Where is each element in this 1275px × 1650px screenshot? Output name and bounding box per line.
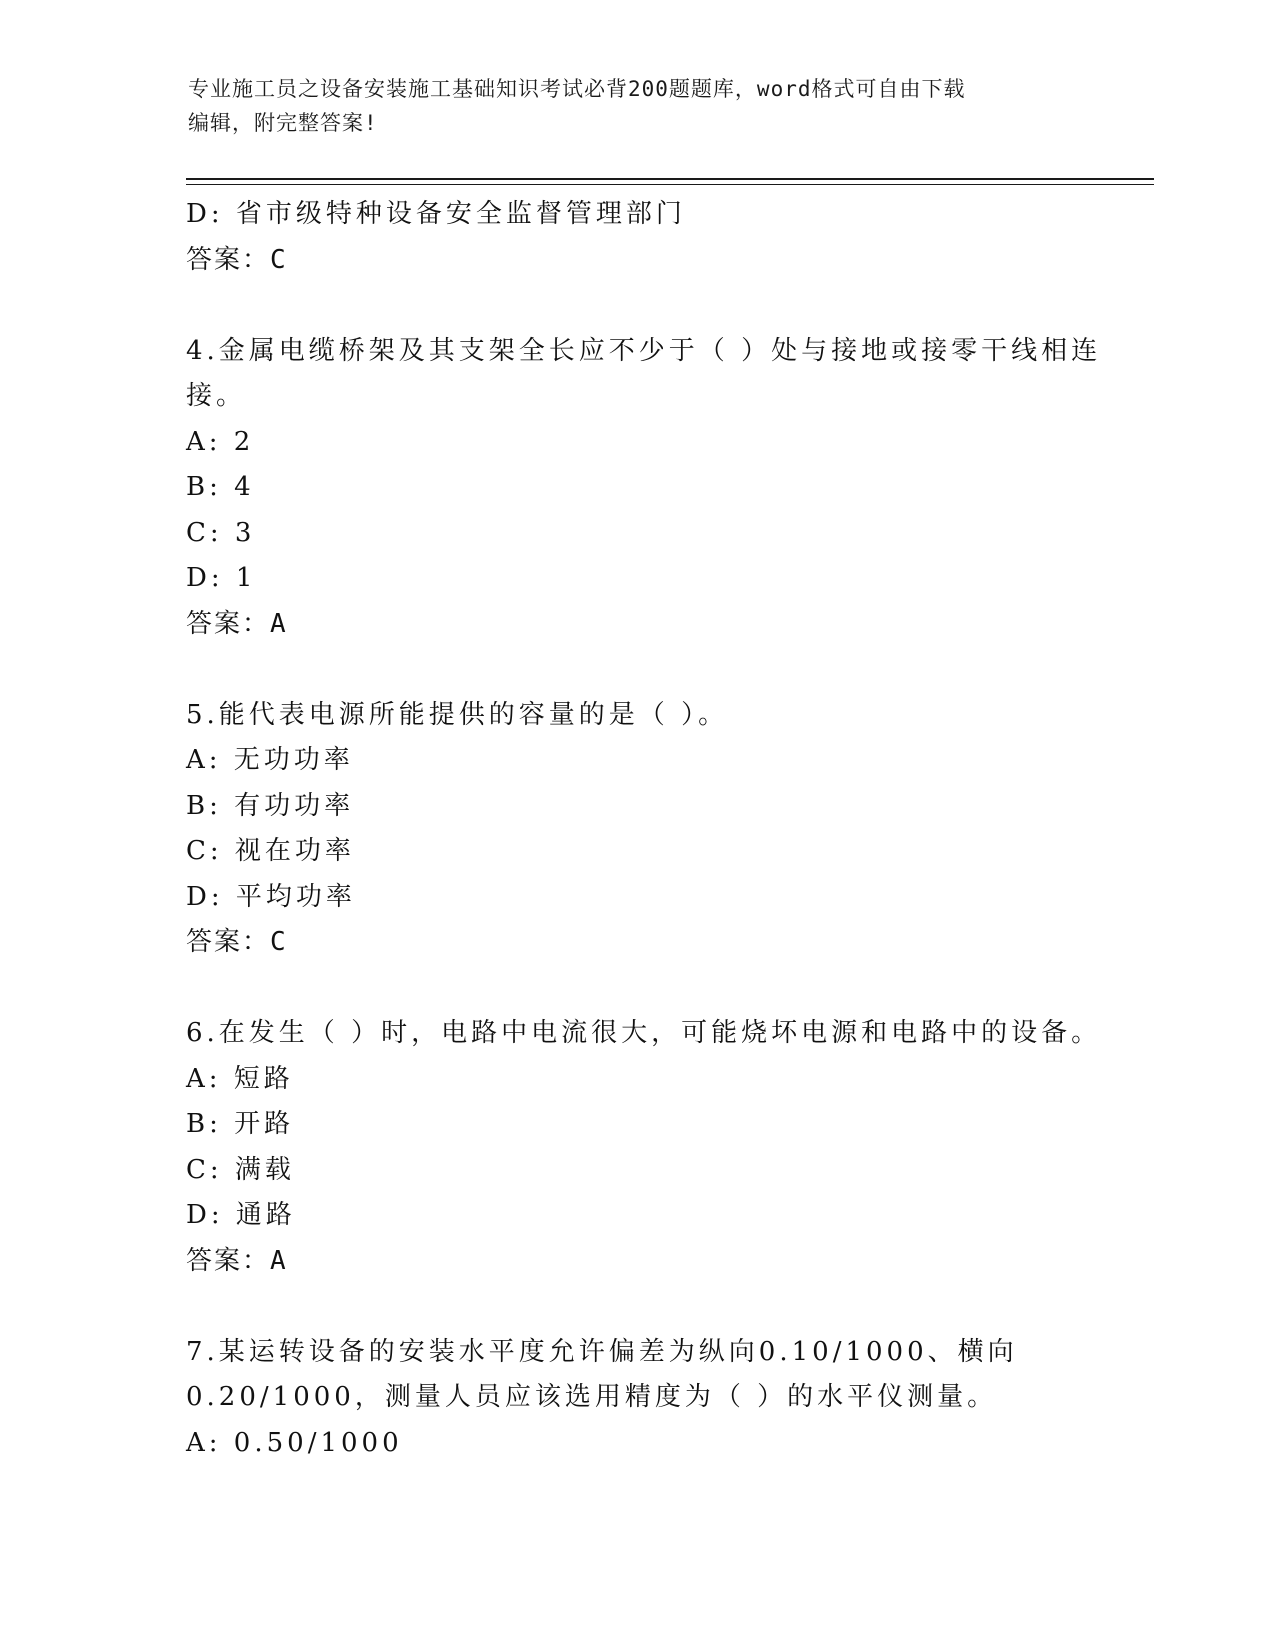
header-divider-thin [186,184,1154,185]
question-stem: 5.能代表电源所能提供的容量的是（ ）。 [186,699,729,730]
question-stem-continued: 接。 [186,381,247,411]
header-line-1: 专业施工员之设备安装施工基础知识考试必背200题题库，word格式可自由下载 [188,77,966,101]
answer: 答案：C [186,244,288,275]
question-stem: 6.在发生（ ）时，电路中电流很大，可能烧坏电源和电路中的设备。 [186,1018,1102,1048]
answer: 答案：C [186,927,288,957]
option-b: B: 4 [186,472,255,502]
question-stem-continued: 0.20/1000，测量人员应该选用精度为（ ）的水平仪测量。 [186,1382,998,1412]
spacer [186,283,1086,329]
header-divider-thick [186,178,1154,180]
option-b: B: 有功功率 [186,790,355,821]
header-line-2: 编辑，附完整答案! [188,111,378,135]
option-c: C: 满载 [186,1154,295,1185]
answer: 答案：A [186,608,288,639]
option-d: D: 平均功率 [186,881,356,912]
question-5 [186,693,1086,966]
question-stem: 4.金属电缆桥架及其支架全长应不少于（ ）处与接地或接零干线相连 [186,335,1102,366]
option-c: C: 视在功率 [186,836,355,866]
option-a: A: 短路 [186,1063,294,1094]
question-3-tail [186,192,1086,283]
question-7 [186,1330,1086,1467]
option-a: A: 2 [186,426,255,457]
question-4 [186,329,1102,648]
question-stem: 7.某运转设备的安装水平度允许偏差为纵向0.10/1000、横向 [186,1336,1018,1367]
spacer [186,647,1086,693]
document-header [188,72,1088,140]
option-d: D: 省市级特种设备安全监督管理部门 [186,199,686,229]
question-list [186,192,1102,1466]
option-c: C: 3 [186,517,256,548]
option-a: A: 0.50/1000 [186,1427,403,1458]
spacer [186,966,1086,1012]
question-6 [186,1011,1102,1284]
option-d: D: 1 [186,563,257,593]
option-d: D: 通路 [186,1200,296,1230]
option-a: A: 无功功率 [186,745,354,775]
answer: 答案：A [186,1245,288,1276]
option-b: B: 开路 [186,1109,295,1139]
spacer [186,1284,1086,1330]
